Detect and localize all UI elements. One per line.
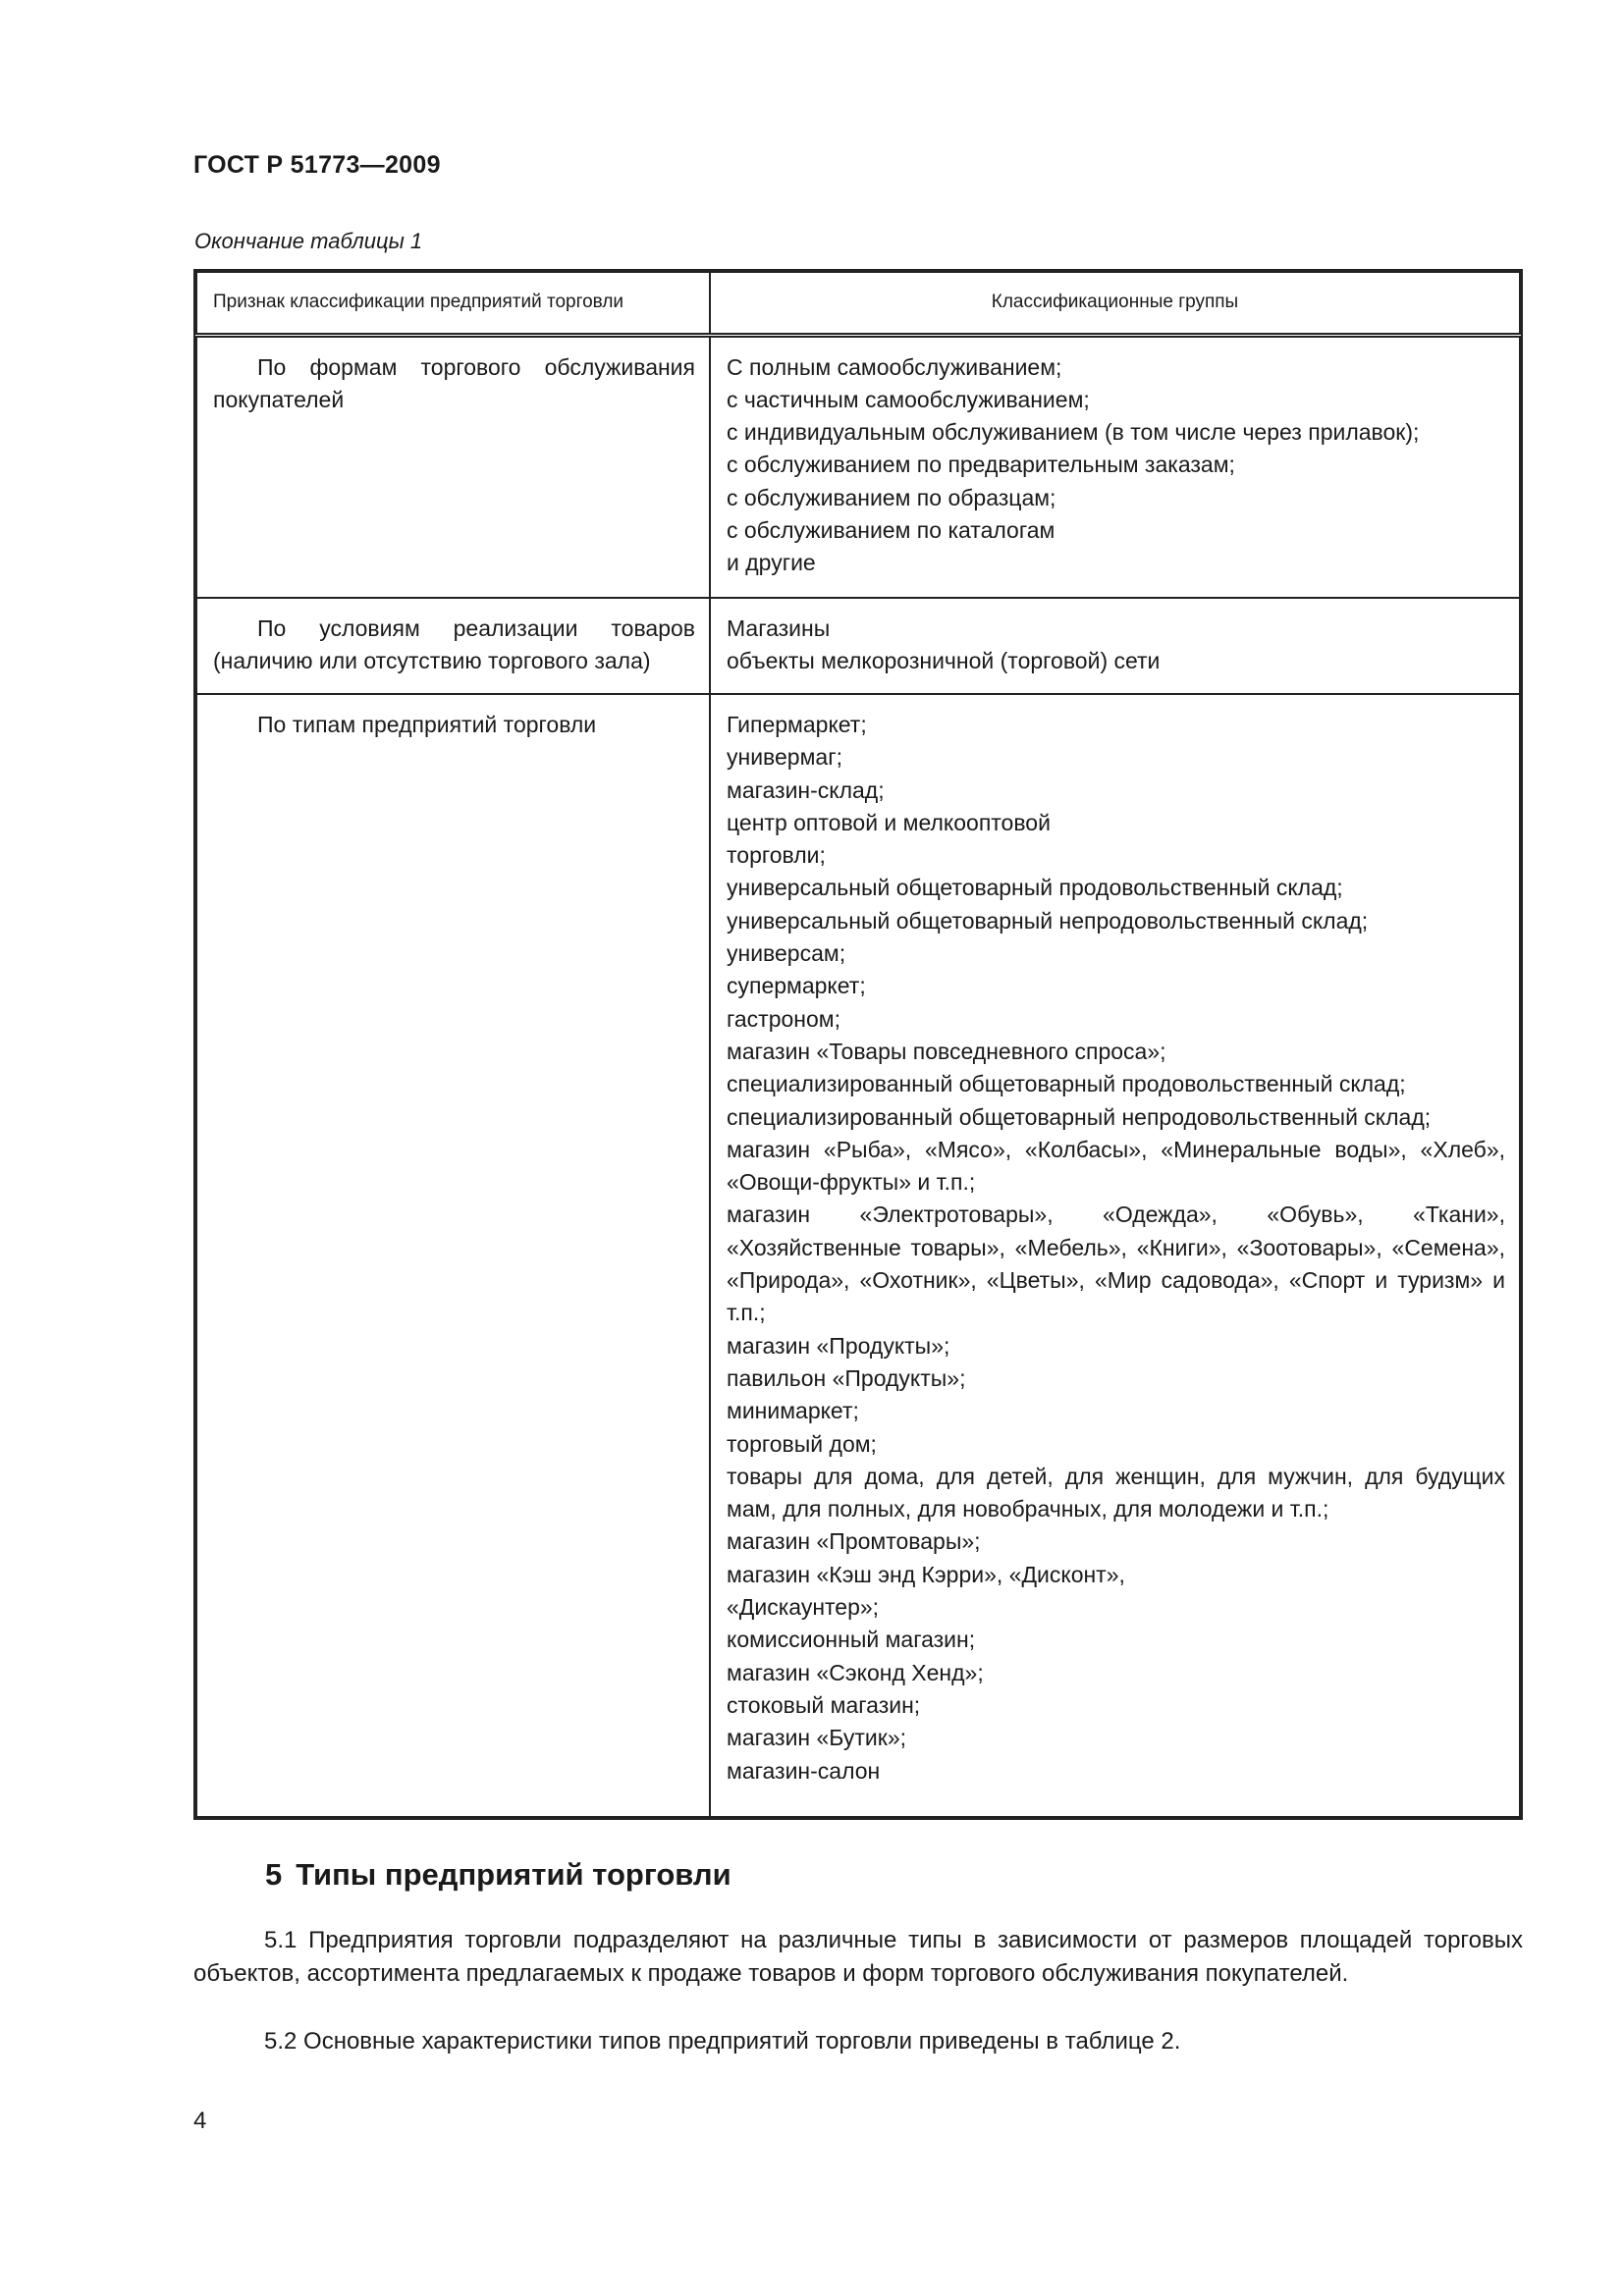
- group-item: С полным самообслуживанием;: [727, 353, 1062, 380]
- group-item: универсальный общетоварный непродовольственный склад;: [727, 907, 1369, 934]
- group-item: Магазины: [727, 615, 831, 641]
- group-item: магазин «Электротовары», «Одежда», «Обувь», «Ткани», «Хозяйственные товары», «Мебель», «Книги», «Зоотовары», «Семена», «Природа», «Охотник», «Цветы», «Мир садовода», «Спорт и туризм» и т.п.;: [727, 1201, 1505, 1326]
- group-item: товары для дома, для детей, для женщин, для мужчин, для будущих мам, для полных, для новобрачных, для молодежи и т.п.;: [727, 1463, 1505, 1522]
- group-item: магазин «Бутик»;: [727, 1725, 907, 1751]
- paragraph-5-2: 5.2 Основные характеристики типов предприятий торговли приведены в таблице 2.: [264, 2028, 1181, 2055]
- group-item: с обслуживанием по образцам;: [727, 484, 1056, 510]
- group-item: гастроном;: [727, 1005, 840, 1032]
- group-item: магазин «Промтовары»;: [727, 1528, 981, 1555]
- group-item: магазин-салон: [727, 1757, 881, 1784]
- group-item: Гипермаркет;: [727, 712, 867, 737]
- group-item: универсальный общетоварный продовольственный склад;: [727, 875, 1343, 901]
- table-header-row: [196, 272, 1520, 335]
- section-title: Типы предприятий торговли: [296, 1857, 731, 1892]
- group-item: и другие: [727, 550, 816, 576]
- group-item: комиссионный магазин;: [727, 1627, 976, 1653]
- document-code: ГОСТ Р 51773—2009: [193, 151, 441, 179]
- group-item: с обслуживанием по каталогам: [727, 516, 1056, 543]
- group-item: магазин «Рыба», «Мясо», «Колбасы», «Минеральные воды», «Хлеб», «Овощи-фрукты» и т.п.;: [727, 1136, 1505, 1196]
- column-header-groups: Классификационные группы: [710, 272, 1520, 335]
- group-item: павильон «Продукты»;: [727, 1364, 966, 1391]
- group-item: торговли;: [727, 842, 826, 869]
- group-item: центр оптовой и мелкооптовой: [727, 809, 1051, 835]
- groups-cell: [711, 695, 1519, 1788]
- group-item: магазин «Кэш энд Кэрри», «Дисконт»,: [727, 1561, 1125, 1587]
- section-number: 5: [265, 1857, 283, 1892]
- group-item: магазин «Продукты»;: [727, 1332, 950, 1359]
- column-header-criterion: Признак классификации предприятий торговли: [196, 272, 710, 335]
- table-row: [196, 694, 1520, 1817]
- criterion-cell: По формам торгового обслуживания покупателей: [213, 353, 695, 412]
- table-caption: Окончание таблицы 1: [194, 229, 423, 253]
- section-heading: [265, 1857, 731, 1893]
- criterion-cell: По типам предприятий торговли: [257, 712, 597, 737]
- group-item: минимаркет;: [727, 1398, 859, 1424]
- group-item: «Дискаунтер»;: [727, 1594, 880, 1621]
- groups-cell: [711, 599, 1519, 678]
- page-number: 4: [193, 2108, 207, 2134]
- group-item: торговый дом;: [727, 1430, 877, 1457]
- group-item: магазин «Сэконд Хенд»;: [727, 1659, 984, 1685]
- group-item: специализированный общетоварный непродовольственный склад;: [727, 1103, 1432, 1130]
- group-item: специализированный общетоварный продовольственный склад;: [727, 1071, 1406, 1097]
- group-item: универмаг;: [727, 744, 842, 771]
- criterion-cell: По условиям реализации товаров (наличию или отсутствию торгового зала): [213, 615, 695, 673]
- paragraph-5-1: 5.1 Предприятия торговли подразделяют на различные типы в зависимости от размеров площадей торговых объектов, ассортимента предлагаемых к продаже товаров и форм торгового обслуживания покупателей.: [193, 1927, 1523, 1987]
- group-item: стоковый магазин;: [727, 1691, 921, 1718]
- group-item: универсам;: [727, 940, 846, 967]
- table-row: [196, 598, 1520, 694]
- classification-table: [193, 269, 1523, 1820]
- group-item: магазин-склад;: [727, 776, 885, 803]
- group-item: супермаркет;: [727, 973, 866, 999]
- groups-cell: [711, 338, 1519, 580]
- group-item: объекты мелкорозничной (торговой) сети: [727, 648, 1161, 674]
- group-item: магазин «Товары повседневного спроса»;: [727, 1038, 1166, 1064]
- group-item: с частичным самообслуживанием;: [727, 386, 1090, 412]
- group-item: с индивидуальным обслуживанием (в том числе через прилавок);: [727, 419, 1420, 446]
- group-item: с обслуживанием по предварительным заказам;: [727, 452, 1235, 478]
- table-row: [196, 335, 1520, 598]
